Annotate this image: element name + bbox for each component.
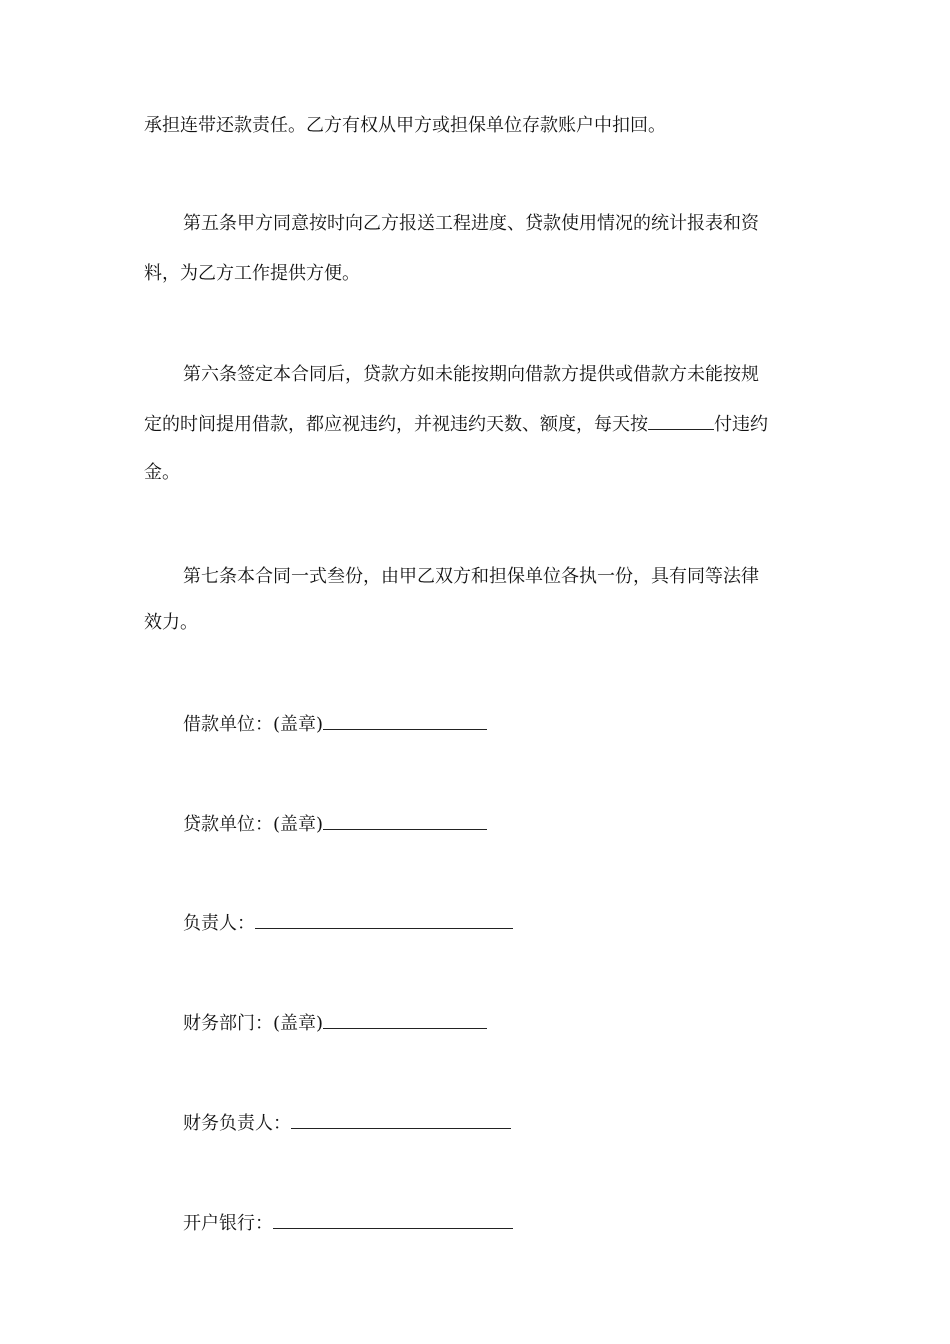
article-6-line-1: 第六条签定本合同后，贷款方如未能按期向借款方提供或借款方未能按规 [183, 364, 759, 385]
bank-label: 开户银行： [183, 1213, 273, 1234]
bank-blank[interactable] [273, 1210, 513, 1229]
article-6-line-3: 金。 [144, 462, 180, 483]
responsible-person-line [183, 910, 863, 936]
responsible-person-label: 负责人： [183, 913, 255, 934]
paragraph-4-tail: 承担连带还款责任。乙方有权从甲方或担保单位存款账户中扣回。 [144, 115, 666, 136]
finance-head-blank[interactable] [291, 1110, 511, 1129]
borrower-label: 借款单位：(盖章) [183, 714, 324, 735]
finance-dept-blank[interactable] [323, 1010, 487, 1029]
penalty-rate-blank[interactable] [648, 411, 714, 430]
article-7-line-2: 效力。 [144, 612, 198, 633]
responsible-person-blank[interactable] [255, 910, 513, 929]
finance-head-line [183, 1110, 863, 1136]
article-7-line-1: 第七条本合同一式叁份，由甲乙双方和担保单位各执一份，具有同等法律 [183, 566, 759, 587]
lender-signature-line [183, 811, 863, 837]
lender-label: 贷款单位：(盖章) [183, 814, 324, 835]
article-6-line-2 [144, 411, 824, 437]
article-6-line-2-tail: 付违约 [714, 414, 768, 435]
finance-dept-signature-line [183, 1010, 863, 1036]
borrower-signature-line [183, 711, 863, 737]
bank-line [183, 1210, 863, 1236]
article-5-line-2: 料，为乙方工作提供方便。 [144, 263, 360, 284]
finance-dept-label: 财务部门：(盖章) [183, 1013, 324, 1034]
article-6-line-2-text: 定的时间提用借款，都应视违约，并视违约天数、额度，每天按 [144, 414, 648, 435]
article-5-line-1: 第五条甲方同意按时向乙方报送工程进度、贷款使用情况的统计报表和资 [183, 213, 759, 234]
lender-blank[interactable] [323, 811, 487, 830]
borrower-blank[interactable] [323, 711, 487, 730]
finance-head-label: 财务负责人： [183, 1113, 291, 1134]
